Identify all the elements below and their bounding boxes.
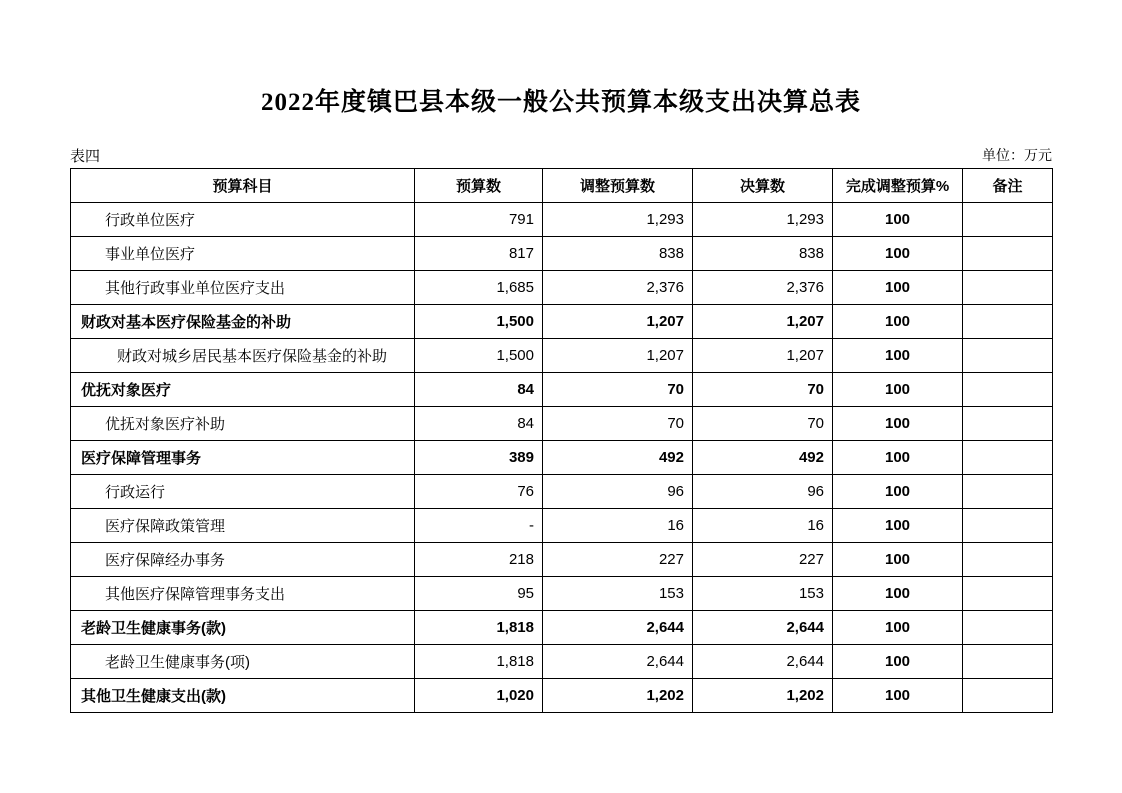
column-header-note: 备注	[963, 169, 1053, 203]
cell-note	[963, 475, 1053, 509]
cell-note	[963, 679, 1053, 713]
cell-subject: 优抚对象医疗补助	[71, 407, 415, 441]
cell-budget: 84	[415, 407, 543, 441]
cell-subject: 医疗保障政策管理	[71, 509, 415, 543]
table-row	[71, 339, 1053, 373]
column-header-completion-percent: 完成调整预算%	[833, 169, 963, 203]
table-row	[71, 645, 1053, 679]
cell-completion-percent: 100	[833, 475, 963, 509]
unit-label: 单位：万元	[982, 149, 1052, 164]
cell-final-accounts: 153	[693, 577, 833, 611]
cell-completion-percent: 100	[833, 237, 963, 271]
cell-final-accounts: 1,202	[693, 679, 833, 713]
cell-completion-percent: 100	[833, 339, 963, 373]
budget-expenditure-table	[70, 168, 1053, 713]
cell-adjusted-budget: 838	[543, 237, 693, 271]
cell-budget: 84	[415, 373, 543, 407]
cell-budget: 817	[415, 237, 543, 271]
table-row	[71, 407, 1053, 441]
cell-completion-percent: 100	[833, 679, 963, 713]
table-row	[71, 577, 1053, 611]
column-header-subject: 预算科目	[71, 169, 415, 203]
cell-note	[963, 203, 1053, 237]
cell-budget: 95	[415, 577, 543, 611]
cell-adjusted-budget: 1,207	[543, 305, 693, 339]
cell-budget: 1,020	[415, 679, 543, 713]
cell-adjusted-budget: 96	[543, 475, 693, 509]
cell-budget: 389	[415, 441, 543, 475]
cell-completion-percent: 100	[833, 509, 963, 543]
cell-final-accounts: 70	[693, 407, 833, 441]
cell-adjusted-budget: 2,644	[543, 645, 693, 679]
table-row	[71, 475, 1053, 509]
cell-final-accounts: 492	[693, 441, 833, 475]
cell-subject: 行政单位医疗	[71, 203, 415, 237]
cell-completion-percent: 100	[833, 645, 963, 679]
cell-adjusted-budget: 227	[543, 543, 693, 577]
cell-note	[963, 543, 1053, 577]
cell-subject: 事业单位医疗	[71, 237, 415, 271]
cell-subject: 老龄卫生健康事务(项)	[71, 645, 415, 679]
column-header-budget: 预算数	[415, 169, 543, 203]
cell-subject: 其他医疗保障管理事务支出	[71, 577, 415, 611]
cell-subject: 医疗保障管理事务	[71, 441, 415, 475]
cell-final-accounts: 2,376	[693, 271, 833, 305]
cell-adjusted-budget: 1,202	[543, 679, 693, 713]
cell-adjusted-budget: 70	[543, 373, 693, 407]
cell-note	[963, 509, 1053, 543]
table-row	[71, 611, 1053, 645]
cell-adjusted-budget: 70	[543, 407, 693, 441]
table-body	[71, 203, 1053, 713]
cell-completion-percent: 100	[833, 577, 963, 611]
table-row	[71, 509, 1053, 543]
cell-final-accounts: 1,207	[693, 305, 833, 339]
cell-adjusted-budget: 1,207	[543, 339, 693, 373]
page-title: 2022年度镇巴县本级一般公共预算本级支出决算总表	[260, 89, 861, 116]
cell-subject: 优抚对象医疗	[71, 373, 415, 407]
cell-adjusted-budget: 1,293	[543, 203, 693, 237]
cell-completion-percent: 100	[833, 441, 963, 475]
cell-completion-percent: 100	[833, 203, 963, 237]
cell-budget: 1,818	[415, 645, 543, 679]
table-row	[71, 305, 1053, 339]
cell-note	[963, 645, 1053, 679]
cell-completion-percent: 100	[833, 543, 963, 577]
cell-final-accounts: 1,293	[693, 203, 833, 237]
cell-final-accounts: 96	[693, 475, 833, 509]
cell-note	[963, 237, 1053, 271]
cell-note	[963, 407, 1053, 441]
cell-adjusted-budget: 16	[543, 509, 693, 543]
cell-budget: 791	[415, 203, 543, 237]
cell-budget: 1,685	[415, 271, 543, 305]
column-header-final-accounts: 决算数	[693, 169, 833, 203]
cell-final-accounts: 2,644	[693, 645, 833, 679]
cell-final-accounts: 2,644	[693, 611, 833, 645]
table-row	[71, 373, 1053, 407]
cell-final-accounts: 70	[693, 373, 833, 407]
cell-adjusted-budget: 492	[543, 441, 693, 475]
column-header-adjusted-budget: 调整预算数	[543, 169, 693, 203]
table-row	[71, 237, 1053, 271]
cell-subject: 行政运行	[71, 475, 415, 509]
table-meta-row	[70, 145, 1052, 165]
cell-subject: 其他卫生健康支出(款)	[71, 679, 415, 713]
cell-final-accounts: 16	[693, 509, 833, 543]
cell-budget: -	[415, 509, 543, 543]
cell-budget: 76	[415, 475, 543, 509]
cell-note	[963, 271, 1053, 305]
cell-subject: 其他行政事业单位医疗支出	[71, 271, 415, 305]
cell-completion-percent: 100	[833, 305, 963, 339]
table-header-row	[71, 169, 1053, 203]
table-label: 表四	[70, 149, 101, 165]
cell-adjusted-budget: 2,644	[543, 611, 693, 645]
table-row	[71, 271, 1053, 305]
cell-completion-percent: 100	[833, 407, 963, 441]
cell-subject: 财政对基本医疗保险基金的补助	[71, 305, 415, 339]
cell-subject: 老龄卫生健康事务(款)	[71, 611, 415, 645]
table-row	[71, 679, 1053, 713]
cell-budget: 1,500	[415, 339, 543, 373]
cell-note	[963, 305, 1053, 339]
cell-note	[963, 373, 1053, 407]
cell-subject: 医疗保障经办事务	[71, 543, 415, 577]
cell-subject: 财政对城乡居民基本医疗保险基金的补助	[71, 339, 415, 373]
cell-final-accounts: 1,207	[693, 339, 833, 373]
cell-budget: 1,818	[415, 611, 543, 645]
cell-adjusted-budget: 2,376	[543, 271, 693, 305]
cell-note	[963, 577, 1053, 611]
cell-note	[963, 441, 1053, 475]
table-row	[71, 203, 1053, 237]
cell-final-accounts: 838	[693, 237, 833, 271]
cell-completion-percent: 100	[833, 271, 963, 305]
cell-note	[963, 611, 1053, 645]
table-row	[71, 441, 1053, 475]
cell-completion-percent: 100	[833, 373, 963, 407]
table-row	[71, 543, 1053, 577]
cell-budget: 218	[415, 543, 543, 577]
cell-completion-percent: 100	[833, 611, 963, 645]
cell-budget: 1,500	[415, 305, 543, 339]
cell-final-accounts: 227	[693, 543, 833, 577]
cell-adjusted-budget: 153	[543, 577, 693, 611]
cell-note	[963, 339, 1053, 373]
